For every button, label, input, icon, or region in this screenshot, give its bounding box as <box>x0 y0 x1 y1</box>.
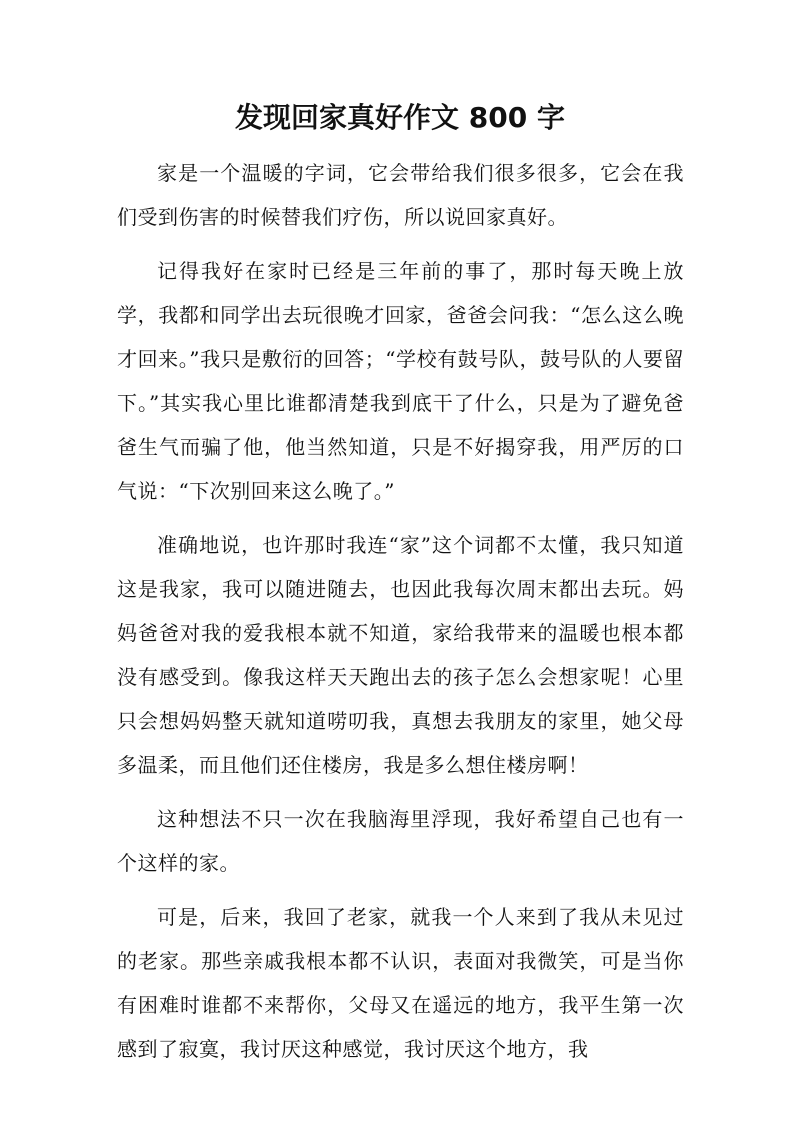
paragraph-3: 准确地说，也许那时我连“家”这个词都不太懂，我只知道这是我家，我可以随进随去，也因此我每次周末都出去玩。妈妈爸爸对我的爱我根本就不知道，家给我带来的温暖也根本都没有感受到。像我这样天天跑出去的孩子怎么会想家呢！心里只会想妈妈整天就知道唠叨我，真想去我朋友的家里，她父母多温柔，而且他们还住楼房，我是多么想住楼房啊！ <box>117 533 684 777</box>
document-title: 发现回家真好作文 800 字 <box>235 101 565 134</box>
document-body <box>117 151 684 1081</box>
paragraph-4: 这种想法不只一次在我脑海里浮现，我好希望自己也有一个这样的家。 <box>117 807 684 875</box>
paragraph-5: 可是，后来，我回了老家，就我一个人来到了我从未见过的老家。那些亲戚我根本都不认识，表面对我微笑，可是当你有困难时谁都不来帮你，父母又在遥远的地方，我平生第一次感到了寂寞，我讨厌这种感觉，我讨厌这个地方，我 <box>117 905 684 1061</box>
paragraph-1: 家是一个温暖的字词，它会带给我们很多很多，它会在我们受到伤害的时候替我们疗伤，所以说回家真好。 <box>117 161 684 229</box>
paragraph-2: 记得我好在家时已经是三年前的事了，那时每天晚上放学，我都和同学出去玩很晚才回家，爸爸会问我：“怎么这么晚才回来。”我只是敷衍的回答；“学校有鼓号队，鼓号队的人要留下。”其实我心里比谁都清楚我到底干了什么，只是为了避免爸爸生气而骗了他，他当然知道，只是不好揭穿我，用严厉的口气说：“下次别回来这么晚了。” <box>117 259 684 503</box>
